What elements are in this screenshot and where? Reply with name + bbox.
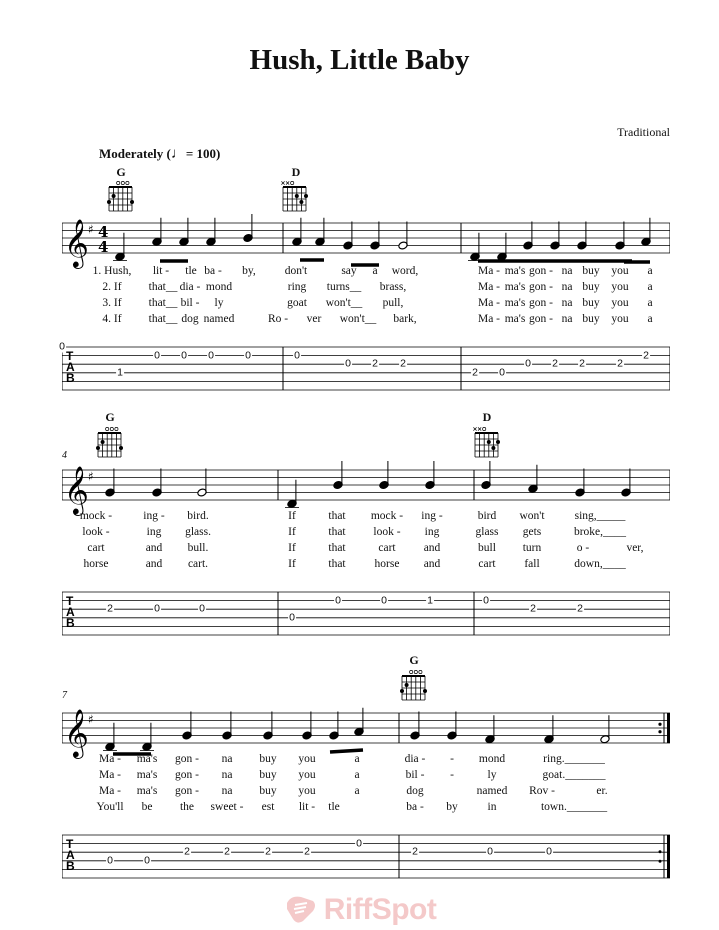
lyric-syllable: say xyxy=(341,265,357,277)
lyric-syllable: na xyxy=(561,297,573,309)
g-chord-grid-icon xyxy=(106,179,136,213)
lyric-syllable: a xyxy=(354,753,360,765)
muted-string-marker xyxy=(478,427,481,430)
lyric-syllable: ma's xyxy=(136,785,158,797)
chord-name: D xyxy=(482,410,492,424)
tab-clef-letter: A xyxy=(66,848,75,862)
lyric-syllable: you xyxy=(298,753,316,765)
g-chord-grid-icon xyxy=(95,425,125,459)
open-string-marker xyxy=(121,181,124,184)
d-chord-grid-icon xyxy=(472,425,502,459)
lyric-syllable: mond xyxy=(205,281,233,293)
lyric-syllable: cart xyxy=(87,542,105,554)
lyric-syllable: a xyxy=(647,281,653,293)
lyric-syllable: and xyxy=(423,542,441,554)
lyric-syllable: you xyxy=(611,313,629,325)
lyric-syllable: gets xyxy=(522,526,542,538)
chord-diagram-g xyxy=(95,410,125,425)
tab-fret-number: 2 xyxy=(552,357,558,370)
tab-fret-number: 2 xyxy=(184,845,190,858)
lyric-syllable: that xyxy=(328,526,346,538)
lyric-syllable: bil - xyxy=(405,769,425,781)
lyric-syllable: mock - xyxy=(79,510,113,522)
finger-dot xyxy=(101,440,105,444)
lyric-syllable: o - xyxy=(576,542,590,554)
chord-diagram-g xyxy=(399,653,429,668)
lyric-syllable: est xyxy=(261,801,275,813)
lyric-syllable: Ma - xyxy=(98,753,122,765)
tab-fret-number: 0 xyxy=(546,845,552,858)
lyric-syllable: town._______ xyxy=(540,801,608,813)
lyric-syllable: na xyxy=(561,281,573,293)
lyric-syllable: gon - xyxy=(175,753,199,765)
open-string-marker xyxy=(126,181,129,184)
lyric-syllable: and xyxy=(423,558,441,570)
lyric-syllable: Ro - xyxy=(267,313,289,325)
chord-diagram-d xyxy=(281,165,311,180)
lyric-syllable: dog xyxy=(406,785,424,797)
lyric-syllable: by xyxy=(446,801,458,813)
tab-clef-letter: T xyxy=(66,837,74,851)
lyric-syllable: horse xyxy=(374,558,400,570)
tab-fret-number: 2 xyxy=(304,845,310,858)
open-string-marker xyxy=(110,427,113,430)
lyric-syllable: a xyxy=(647,265,653,277)
d-chord-grid-icon xyxy=(280,179,310,213)
lyric-syllable: 4. If xyxy=(102,313,122,325)
lyric-syllable: gon - xyxy=(529,297,553,309)
lyric-syllable: turn xyxy=(522,542,542,554)
lyric-syllable: buy xyxy=(259,769,277,781)
open-string-marker xyxy=(414,670,417,673)
tab-fret-number: 0 xyxy=(335,594,341,607)
tab-clef-letter: B xyxy=(66,859,75,873)
open-string-marker xyxy=(483,427,486,430)
lyric-syllable: ma's xyxy=(136,769,158,781)
lyric-syllable: by, xyxy=(242,265,256,277)
lyric-syllable: glass. xyxy=(185,526,211,538)
finger-dot xyxy=(119,446,123,450)
lyric-syllable: bull. xyxy=(187,542,209,554)
lyric-syllable: gon - xyxy=(529,265,553,277)
tab-fret-number: 1 xyxy=(427,594,433,607)
lyric-syllable: buy xyxy=(582,265,600,277)
lyric-syllable: a xyxy=(372,265,378,277)
lyric-syllable: bird xyxy=(477,510,497,522)
finger-dot xyxy=(295,194,299,198)
lyric-syllable: - xyxy=(450,769,454,781)
lyric-syllable: word, xyxy=(391,265,419,277)
riffspot-logo-icon xyxy=(283,904,324,923)
tab-clef-letter: A xyxy=(66,360,75,374)
lyric-syllable: horse xyxy=(83,558,109,570)
lyric-syllable: ring._______ xyxy=(543,753,605,765)
lyric-syllable: ma's xyxy=(136,753,158,765)
lyric-syllable: If xyxy=(288,526,296,538)
lyric-syllable: er. xyxy=(596,785,608,797)
lyric-syllable: gon - xyxy=(175,785,199,797)
finger-dot xyxy=(400,689,404,693)
lyric-syllable: buy xyxy=(259,753,277,765)
lyric-syllable: cart xyxy=(378,542,396,554)
lyric-syllable: Ma - xyxy=(477,265,501,277)
lyric-syllable: gon - xyxy=(175,769,199,781)
finger-dot xyxy=(96,446,100,450)
lyric-syllable: ing xyxy=(146,526,162,538)
lyric-syllable: ing - xyxy=(421,510,443,522)
lyric-syllable: look - xyxy=(373,526,401,538)
lyric-syllable: ing xyxy=(424,526,440,538)
lyric-syllable: Ma - xyxy=(477,297,501,309)
lyric-syllable: brass, xyxy=(379,281,407,293)
lyric-syllable: lit - xyxy=(298,801,316,813)
lyric-syllable: named xyxy=(203,313,235,325)
lyric-syllable: buy xyxy=(582,297,600,309)
lyric-syllable: ma's xyxy=(504,313,526,325)
lyric-syllable: Rov - xyxy=(529,785,555,797)
treble-clef-icon: 𝄞 xyxy=(64,708,89,757)
beam xyxy=(330,750,363,752)
tab-staff xyxy=(62,833,670,883)
lyric-syllable: dia - xyxy=(404,753,426,765)
lyric-syllable: bird. xyxy=(187,510,209,522)
key-signature-sharp: ♯ xyxy=(88,469,94,484)
tempo-marking: Moderately (♩= 100) xyxy=(99,146,221,162)
measure-number: 7 xyxy=(62,690,67,701)
lyric-syllable: na xyxy=(221,785,233,797)
tab-fret-number: 0 xyxy=(245,349,251,362)
lyric-syllable: down,____ xyxy=(574,558,626,570)
lyric-syllable: - xyxy=(450,753,454,765)
open-string-marker xyxy=(115,427,118,430)
time-signature-top: 4 xyxy=(98,223,109,241)
tab-fret-number: 1 xyxy=(117,366,123,379)
tab-fret-number: 0 xyxy=(289,611,295,624)
composer-credit: Traditional xyxy=(617,125,670,139)
tab-fret-number: 0 xyxy=(525,357,531,370)
lyric-syllable: 1. Hush, xyxy=(92,265,132,277)
lyric-syllable: tle xyxy=(328,801,340,813)
music-staff xyxy=(62,213,670,273)
lyric-syllable: ly xyxy=(214,297,224,309)
lyric-syllable: ba - xyxy=(406,801,424,813)
finger-dot xyxy=(299,200,303,204)
lyric-syllable: mond xyxy=(478,753,506,765)
lyric-syllable: broke,____ xyxy=(573,526,627,538)
repeat-dot xyxy=(658,723,661,726)
repeat-dot xyxy=(659,860,662,863)
lyric-syllable: na xyxy=(561,313,573,325)
watermark-text: RiffSpot xyxy=(323,893,437,926)
lyric-syllable: and xyxy=(145,558,163,570)
chord-diagram-d xyxy=(472,410,502,425)
lyric-syllable: ring xyxy=(287,281,307,293)
tab-fret-number: 0 xyxy=(483,594,489,607)
song-title: Hush, Little Baby xyxy=(249,44,470,76)
lyric-syllable: 2. If xyxy=(102,281,122,293)
tab-fret-number: 0 xyxy=(181,349,187,362)
finger-dot xyxy=(405,683,409,687)
lyric-syllable: dia - xyxy=(179,281,201,293)
tab-clef-letter: T xyxy=(66,594,74,608)
lyric-syllable: that xyxy=(328,542,346,554)
lyric-syllable: ma's xyxy=(504,297,526,309)
lyric-syllable: you xyxy=(298,769,316,781)
lyric-syllable: the xyxy=(179,801,195,813)
tab-fret-number: 0 xyxy=(154,602,160,615)
lyric-syllable: cart xyxy=(478,558,496,570)
open-string-marker xyxy=(410,670,413,673)
lyric-syllable: You'll xyxy=(96,801,124,813)
time-signature-bottom: 4 xyxy=(98,238,109,256)
chord-name: G xyxy=(409,653,419,667)
muted-string-marker xyxy=(286,181,289,184)
riffspot-watermark xyxy=(0,893,719,927)
lyric-syllable: a xyxy=(647,313,653,325)
lyric-syllable: Ma - xyxy=(477,313,501,325)
system-2 xyxy=(62,410,670,635)
lyric-syllable: you xyxy=(298,785,316,797)
lyric-syllable: and xyxy=(145,542,163,554)
lyric-syllable: won't xyxy=(519,510,545,522)
chord-name: G xyxy=(105,410,115,424)
chord-name: G xyxy=(116,165,126,179)
lyric-syllable: ing - xyxy=(143,510,165,522)
tab-fret-number: 0 xyxy=(208,349,214,362)
system-1 xyxy=(59,165,670,385)
lyric-syllable: you xyxy=(611,297,629,309)
lyric-syllable: named xyxy=(476,785,508,797)
lyric-syllable: a xyxy=(354,785,360,797)
lyric-syllable: bull xyxy=(478,542,496,554)
tab-fret-number: 2 xyxy=(412,845,418,858)
system-3 xyxy=(62,653,670,878)
lyric-syllable: you xyxy=(611,265,629,277)
finger-dot xyxy=(487,440,491,444)
lyric-syllable: If xyxy=(288,510,296,522)
lyric-syllable: If xyxy=(288,542,296,554)
g-chord-grid-icon xyxy=(399,668,429,702)
finger-dot xyxy=(304,194,308,198)
lyric-syllable: a xyxy=(354,769,360,781)
tab-fret-number: 2 xyxy=(107,602,113,615)
muted-string-marker xyxy=(473,427,476,430)
lyric-syllable: that xyxy=(328,558,346,570)
tab-fret-number: 0 xyxy=(499,366,505,379)
muted-string-marker xyxy=(281,181,284,184)
chord-diagram-g xyxy=(106,165,136,180)
lyric-syllable: na xyxy=(221,753,233,765)
lyric-syllable: sweet - xyxy=(210,801,244,813)
tab-staff xyxy=(62,590,670,640)
lyric-syllable: tle xyxy=(185,265,197,277)
tab-fret-number: 0 xyxy=(107,854,113,867)
lyric-syllable: If xyxy=(288,558,296,570)
lyric-syllable: that__ xyxy=(148,313,178,325)
lyric-syllable: turns__ xyxy=(326,281,362,293)
treble-clef-icon: 𝄞 xyxy=(64,465,89,514)
tempo-value: = 100 xyxy=(185,146,217,161)
lyric-syllable: buy xyxy=(259,785,277,797)
measure-number: 4 xyxy=(62,450,67,461)
lyric-syllable: ly xyxy=(487,769,497,781)
tab-fret-number: 2 xyxy=(643,349,649,362)
lyric-syllable: sing,_____ xyxy=(574,510,626,522)
treble-clef-icon: 𝄞 xyxy=(64,218,89,267)
open-string-marker xyxy=(291,181,294,184)
lyric-syllable: na xyxy=(221,769,233,781)
key-signature-sharp: ♯ xyxy=(88,712,94,727)
lyric-syllable: lit - xyxy=(152,265,170,277)
lyric-syllable: dog xyxy=(181,313,199,325)
tab-fret-number: 2 xyxy=(265,845,271,858)
tab-fret-number: 0 xyxy=(345,357,351,370)
tab-clef-letter: B xyxy=(66,616,75,630)
lyric-syllable: goat xyxy=(287,297,307,309)
finger-dot xyxy=(491,446,495,450)
tempo-text: Moderately xyxy=(99,146,164,161)
lyric-syllable: don't xyxy=(284,265,308,277)
lyric-syllable: you xyxy=(611,281,629,293)
finger-dot xyxy=(112,194,116,198)
tab-clef-letter: T xyxy=(66,349,74,363)
lyric-syllable: ver xyxy=(306,313,322,325)
tab-clef-letter: A xyxy=(66,605,75,619)
lyric-syllable: bark, xyxy=(393,313,417,325)
tab-fret-number: 2 xyxy=(617,357,623,370)
finger-dot xyxy=(496,440,500,444)
lyric-syllable: that xyxy=(328,510,346,522)
tab-fret-number: 0 xyxy=(199,602,205,615)
tab-fret-number: 0 xyxy=(381,594,387,607)
tab-fret-number: 2 xyxy=(530,602,536,615)
open-string-marker xyxy=(419,670,422,673)
tab-fret-number: 0 xyxy=(294,349,300,362)
repeat-dot xyxy=(658,730,661,733)
finger-dot xyxy=(130,200,134,204)
lyric-syllable: Ma - xyxy=(98,785,122,797)
lyric-syllable: cart. xyxy=(187,558,209,570)
lyric-syllable: buy xyxy=(582,313,600,325)
lyric-syllable: buy xyxy=(582,281,600,293)
tab-fret-number: 0 xyxy=(154,349,160,362)
key-signature-sharp: ♯ xyxy=(88,222,94,237)
lyric-syllable: fall xyxy=(524,558,540,570)
lyric-syllable: gon - xyxy=(529,313,553,325)
open-string-marker xyxy=(117,181,120,184)
lyric-syllable: bil - xyxy=(180,297,200,309)
lyric-syllable: that__ xyxy=(148,281,178,293)
lyric-syllable: ba - xyxy=(204,265,222,277)
lyric-syllable: a xyxy=(647,297,653,309)
lyric-syllable: na xyxy=(561,265,573,277)
lyric-syllable: ver, xyxy=(626,542,644,554)
lyric-syllable: Ma - xyxy=(477,281,501,293)
lyric-syllable: look - xyxy=(82,526,110,538)
lyric-syllable: in xyxy=(487,801,497,813)
quarter-note-icon: ♩ xyxy=(170,146,186,162)
tab-fret-number: 0 xyxy=(144,854,150,867)
tab-fret-number: 2 xyxy=(372,357,378,370)
tab-fret-number: 2 xyxy=(472,366,478,379)
finger-dot xyxy=(423,689,427,693)
lyric-syllable: pull, xyxy=(382,297,404,309)
chord-name: D xyxy=(291,165,301,179)
lyric-syllable: be xyxy=(141,801,153,813)
lyric-syllable: 3. If xyxy=(102,297,122,309)
tab-fret-number: 0 xyxy=(59,340,65,353)
lyric-syllable: gon - xyxy=(529,281,553,293)
tab-fret-number: 2 xyxy=(579,357,585,370)
tab-fret-number: 2 xyxy=(224,845,230,858)
lyric-syllable: won't__ xyxy=(325,297,363,309)
lyric-syllable: mock - xyxy=(370,510,404,522)
tab-fret-number: 2 xyxy=(577,602,583,615)
lyric-syllable: that__ xyxy=(148,297,178,309)
lyric-syllable: glass xyxy=(475,526,499,538)
final-barline xyxy=(667,713,670,743)
lyric-syllable: goat._______ xyxy=(542,769,606,781)
lyric-syllable: Ma - xyxy=(98,769,122,781)
lyric-syllable: won't__ xyxy=(339,313,377,325)
finger-dot xyxy=(107,200,111,204)
lyric-syllable: ma's xyxy=(504,265,526,277)
tab-fret-number: 2 xyxy=(400,357,406,370)
repeat-dot xyxy=(659,850,662,853)
tab-fret-number: 0 xyxy=(356,837,362,850)
open-string-marker xyxy=(106,427,109,430)
final-barline xyxy=(667,835,670,878)
lyric-syllable: ma's xyxy=(504,281,526,293)
tab-fret-number: 0 xyxy=(487,845,493,858)
tab-clef-letter: B xyxy=(66,371,75,385)
